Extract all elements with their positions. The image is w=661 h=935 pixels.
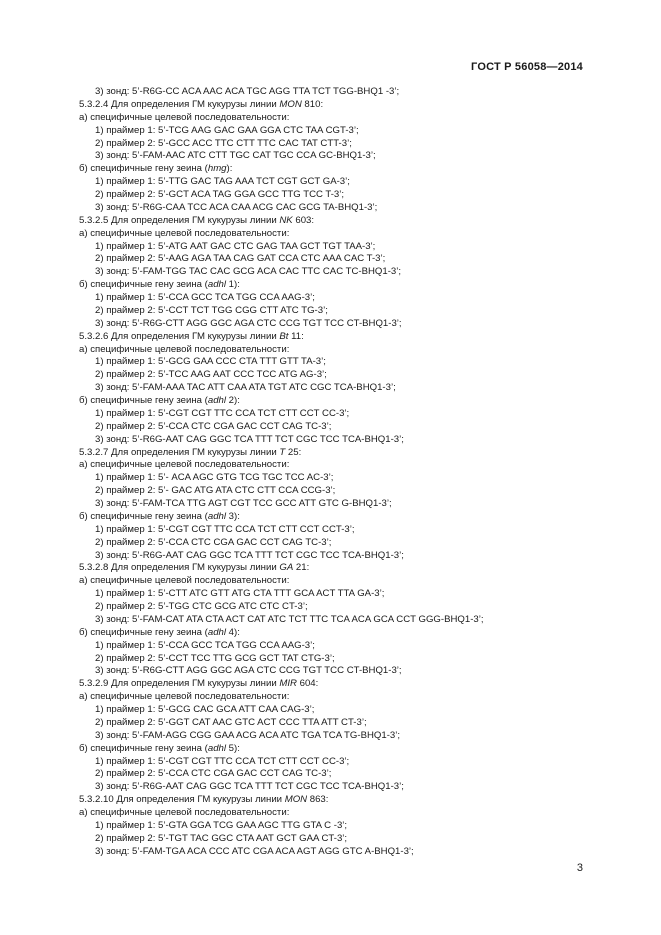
text-run: а) специфичные целевой последовательности: [79, 459, 290, 471]
text-run: 1) праймер 1: 5’- ACA AGC GTG TCG TGC TCC AC-3’; [95, 472, 334, 484]
text-line [79, 614, 599, 627]
italic-term: NK [279, 214, 293, 226]
text-line [79, 202, 599, 215]
text-run: 3) зонд: 5’-R6G-CTT AGG GGC AGA CTC CCG TGT TCC CT-BHQ1-3’; [95, 665, 402, 677]
text-line [79, 292, 599, 305]
italic-term: adhl [207, 626, 226, 638]
text-run: 1): [226, 279, 240, 291]
text-line [79, 408, 599, 421]
text-run: 3) зонд: 5’-R6G-AAT CAG GGC TCA TTT TCT CGC TCC TCA-BHQ1-3’; [95, 549, 404, 561]
text-run: а) специфичные целевой последовательности: [79, 575, 290, 587]
text-run: 21: [293, 562, 310, 574]
text-run: 3): [226, 510, 240, 522]
text-run: 604: [296, 678, 319, 690]
text-run: 3) зонд: 5’-FAM-TGG TAC CAC GCG ACA CAC TTC CAC TC-BHQ1-3’; [95, 266, 402, 278]
text-run: 5.3.2.10 Для определения ГМ кукурузы линии [79, 794, 285, 806]
text-run: а) специфичные целевой последовательности: [79, 227, 290, 239]
text-run: б) специфичные гену зеина ( [79, 626, 208, 638]
italic-term: MON [279, 98, 302, 110]
text-run: 2) праймер 2: 5’-GGT CAT AAC GTC ACT CCC TTA ATT CT-3’; [95, 716, 367, 728]
text-run: ): [226, 163, 233, 175]
text-run: 1) праймер 1: 5’-CGT CGT TTC CCA TCT CTT CCT CCT-3’; [95, 523, 355, 535]
text-run: 1) праймер 1: 5’-CCA GCC TCA TGG CCA AAG-3’; [95, 292, 315, 303]
text-run: 2) праймер 2: 5’-GCC ACC TTC CTT TTC CAC TAT CTT-3’; [95, 137, 352, 149]
text-line [79, 807, 599, 820]
text-line [79, 691, 599, 704]
text-run: 1) праймер 1: 5’-GTA GGA TCG GAA AGC TTG GTA C -3’; [95, 819, 348, 831]
italic-term: Bt [279, 330, 289, 342]
italic-term: adhl [207, 279, 226, 291]
text-run: 2) праймер 2: 5’-TGT TAC GGC CTA AAT GCT GAA CT-3’; [95, 832, 348, 844]
text-line [79, 99, 599, 112]
text-run: 3) зонд: 5’-FAM-AAC ATC CTT TGC CAT TGC CCA GC-BHQ1-3’; [95, 150, 376, 162]
text-line [79, 459, 599, 472]
text-line [79, 266, 599, 279]
text-line [79, 627, 599, 640]
text-run: 1) праймер 1: 5’-GCG GAA CCC CTA TTT GTT TA-3’; [95, 356, 326, 368]
text-run: б) специфичные гену зеина ( [79, 510, 208, 522]
text-line [79, 228, 599, 241]
text-line [79, 215, 599, 228]
text-run: 3) зонд: 5’-R6G-AAT CAG GGC TCA TTT TCT CGC TCC TCA-BHQ1-3’; [95, 433, 404, 445]
text-run: 1) праймер 1: 5’-GCG CAC GCA ATT CAA CAG-3’; [95, 704, 315, 715]
text-line [79, 382, 599, 395]
text-line [79, 112, 599, 125]
text-line [79, 189, 599, 202]
text-run: 2): [226, 395, 240, 406]
text-line [79, 241, 599, 254]
text-run: 3) зонд: 5’-FAM-TCA TTG AGT CGT TCC GCC ATT GTC G-BHQ1-3’; [95, 498, 392, 509]
text-line [79, 833, 599, 846]
text-line [79, 138, 599, 151]
text-run: 5.3.2.9 Для определения ГМ кукурузы линии [79, 678, 280, 690]
italic-term: adhl [207, 510, 226, 522]
text-line [79, 678, 599, 691]
text-run: а) специфичные целевой последовательности: [79, 807, 290, 818]
text-line [79, 395, 599, 408]
text-run: а) специфичные целевой последовательности: [79, 343, 290, 355]
text-line [79, 331, 599, 344]
text-line [79, 279, 599, 292]
text-line [79, 524, 599, 537]
text-run: б) специфичные гену зеина ( [79, 163, 208, 175]
text-run: 3) зонд: 5’-R6G-CAA TCC ACA CAA ACG CAC GCG TA-BHQ1-3’; [95, 201, 378, 213]
document-header: ГОСТ Р 56058—2014 [471, 61, 583, 73]
text-line [79, 498, 599, 511]
text-line [79, 768, 599, 781]
text-run: б) специфичные гену зеина ( [79, 395, 208, 406]
text-run: 5.3.2.5 Для определения ГМ кукурузы линии [79, 214, 280, 226]
italic-term: adhl [207, 742, 226, 754]
text-run: 3) зонд: 5’-FAM-AAA TAC ATT CAA ATA TGT ATC CGC TCA-BHQ1-3’; [95, 382, 396, 394]
text-line [79, 356, 599, 369]
text-run: 2) праймер 2: 5’-CCA CTC CGA GAC CCT CAG TC-3’; [95, 768, 332, 780]
text-line [79, 537, 599, 550]
text-line [79, 743, 599, 756]
text-run: 2) праймер 2: 5’-CCA CTC CGA GAC CCT CAG TC-3’; [95, 420, 332, 432]
text-line [79, 253, 599, 266]
text-run: 3) зонд: 5’-R6G-AAT CAG GGC TCA TTT TCT CGC TCC TCA-BHQ1-3’; [95, 781, 404, 793]
text-line [79, 575, 599, 588]
text-run: а) специфичные целевой последовательности: [79, 691, 290, 703]
text-line [79, 176, 599, 189]
page-number: 3 [576, 862, 583, 874]
text-line [79, 588, 599, 601]
text-run: 2) праймер 2: 5’- GAC ATG ATA CTC CTT CCA CCG-3’; [95, 485, 336, 497]
text-line [79, 447, 599, 460]
italic-term: MON [284, 794, 308, 806]
text-line [79, 846, 599, 859]
text-line [79, 601, 599, 614]
text-run: 810: [301, 98, 324, 110]
text-run: 1) праймер 1: 5’-ATG AAT GAC CTC GAG TAA GCT TGT TAA-3’; [95, 240, 376, 252]
text-line [79, 344, 599, 357]
text-line [79, 640, 599, 653]
text-run: 3) зонд: 5’-R6G-CTT AGG GGC AGA CTC CCG TGT TCC CT-BHQ1-3’; [95, 317, 402, 329]
text-run: 863: [307, 794, 329, 806]
text-run: 2) праймер 2: 5’-TCC AAG AAT CCC TCC ATG AG-3’; [95, 369, 327, 381]
text-line [79, 86, 599, 99]
text-run: 1) праймер 1: 5’-CTT ATC GTT ATG CTA TTT GCA ACT TTA GA-3’; [95, 588, 385, 600]
text-line [79, 485, 599, 498]
text-line [79, 434, 599, 447]
text-run: 5.3.2.6 Для определения ГМ кукурузы линии [79, 330, 280, 342]
text-run: 2) праймер 2: 5’-CCT TCT TGG CGG CTT ATC TG-3’; [95, 304, 328, 316]
text-line [79, 653, 599, 666]
text-line [79, 704, 599, 717]
text-run: 25: [285, 446, 302, 458]
text-line [79, 665, 599, 678]
text-line [79, 511, 599, 524]
italic-term: MIR [279, 678, 297, 690]
text-run: б) специфичные гену зеина ( [79, 279, 208, 291]
italic-term: GA [279, 562, 294, 574]
text-run: 2) праймер 2: 5’-CCT TCC TTG GCG GCT TAT CTG-3’; [95, 652, 335, 664]
text-run: б) специфичные гену зеина ( [79, 742, 208, 754]
text-line [79, 163, 599, 176]
italic-term: T [279, 446, 286, 458]
text-run: 5.3.2.8 Для определения ГМ кукурузы линии [79, 562, 280, 574]
text-run: 5): [226, 742, 240, 754]
italic-term: adhl [207, 395, 226, 406]
text-line [79, 421, 599, 434]
text-run: 1) праймер 1: 5’-CGT CGT TTC CCA TCT CTT CCT CC-3’; [95, 755, 350, 767]
document-body [79, 86, 599, 859]
text-run: 3) зонд: 5’-R6G-CC ACA AAC ACA TGC AGG TTA TCT TGG-BHQ1 -3’; [95, 86, 400, 97]
text-run: 3) зонд: 5’-FAM-AGG CGG GAA ACG ACA ATC TGA TCA TG-BHQ1-3’; [95, 729, 401, 741]
text-run: 2) праймер 2: 5’-CCA CTC CGA GAC CCT CAG TC-3’; [95, 536, 332, 548]
text-run: 2) праймер 2: 5’-TGG CTC GCG ATC CTC CT-3’; [95, 601, 308, 612]
text-run: 4): [226, 626, 240, 638]
text-line [79, 369, 599, 382]
italic-term: hmg [207, 163, 227, 175]
text-line [79, 794, 599, 807]
text-line [79, 820, 599, 833]
text-run: 3) зонд: 5’-FAM-CAT ATA CTA ACT CAT ATC TCT TTC TCA ACA GCA CCT GGG-BHQ1-3’; [95, 613, 484, 625]
text-run: 1) праймер 1: 5’-TCG AAG GAC GAA GGA CTC TAA CGT-3’; [95, 124, 359, 136]
text-run: 1) праймер 1: 5’-TTG GAC TAG AAA TCT CGT GCT GA-3’; [95, 176, 350, 188]
text-run: а) специфичные целевой последовательности: [79, 111, 290, 123]
text-run: 3) зонд: 5’-FAM-TGA ACA CCC ATC CGA ACA AGT AGG GTC A-BHQ1-3’; [95, 845, 414, 857]
text-run: 1) праймер 1: 5’-CGT CGT TTC CCA TCT CTT CCT CC-3’; [95, 407, 350, 419]
text-line [79, 730, 599, 743]
text-line [79, 318, 599, 331]
text-line [79, 472, 599, 485]
text-run: 11: [288, 330, 304, 342]
text-run: 2) праймер 2: 5’-GCT ACA TAG GGA GCC TTG TCC T-3’; [95, 189, 345, 200]
text-line [79, 150, 599, 163]
text-run: 2) праймер 2: 5’-AAG AGA TAA CAG GAT CCA CTC AAA CAC T-3’; [95, 253, 386, 265]
text-line [79, 550, 599, 563]
text-run: 1) праймер 1: 5’-CCA GCC TCA TGG CCA AAG-3’; [95, 639, 315, 651]
text-line [79, 756, 599, 769]
text-run: 5.3.2.7 Для определения ГМ кукурузы линии [79, 446, 280, 458]
text-line [79, 781, 599, 794]
text-run: 5.3.2.4 Для определения ГМ кукурузы линии [79, 98, 280, 110]
text-line [79, 562, 599, 575]
text-line [79, 717, 599, 730]
text-run: 603: [292, 214, 315, 226]
text-line [79, 125, 599, 138]
text-line [79, 305, 599, 318]
